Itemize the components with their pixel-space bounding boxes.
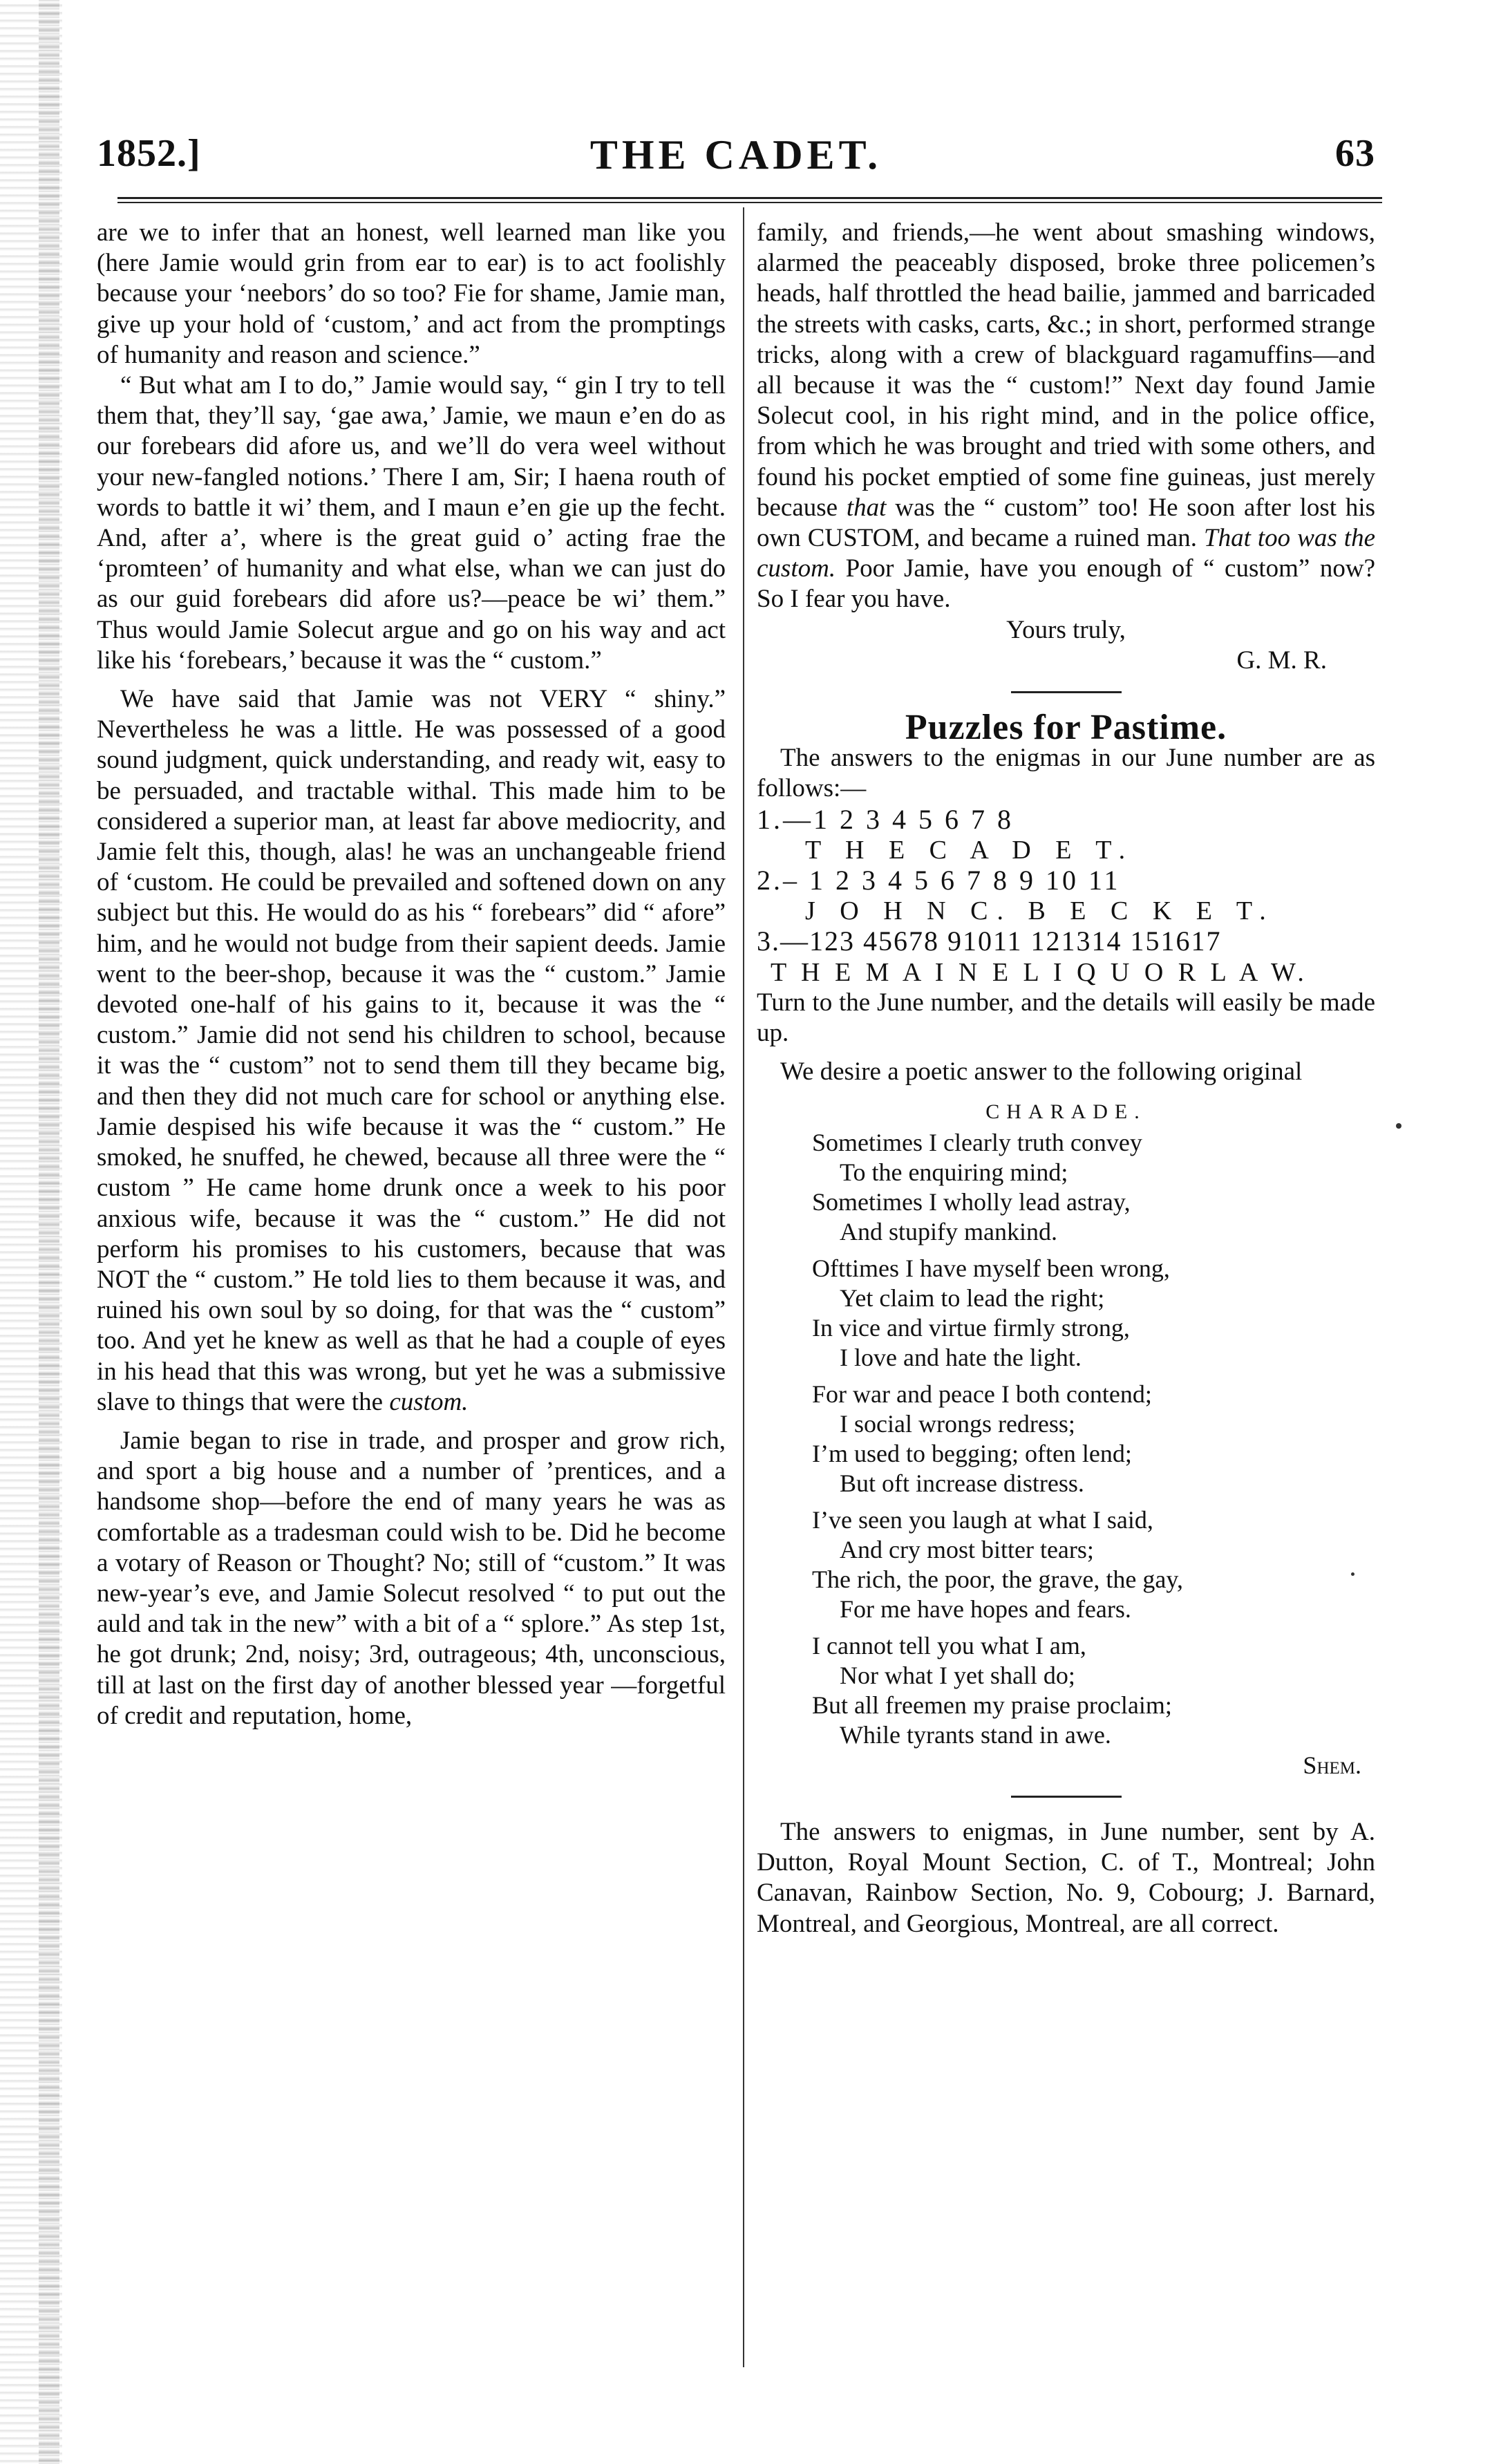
- column-divider: [743, 207, 744, 2367]
- poem-line: The rich, the poor, the grave, the gay,: [812, 1565, 1184, 1593]
- poem-stanza-5: [812, 1631, 1375, 1750]
- poem-stanza-3: [812, 1380, 1375, 1498]
- answer-2-name: J O H N C. B E C K E T.: [805, 896, 1275, 926]
- left-paragraph-3-italic: custom.: [389, 1387, 469, 1416]
- section-rule: [1011, 691, 1122, 693]
- poem-line: I’ve seen you laugh at what I said,: [812, 1505, 1153, 1534]
- right-paragraph-1: [757, 218, 1375, 615]
- charade-title: CHARADE.: [985, 1100, 1146, 1124]
- poem-stanza-2: [812, 1254, 1375, 1373]
- poem-line: Sometimes I wholly lead astray,: [812, 1187, 1131, 1216]
- letter-signature: G. M. R.: [1236, 646, 1327, 675]
- charade-poem: [757, 1128, 1375, 1750]
- poem-line: Nor what I yet shall do;: [840, 1661, 1075, 1689]
- left-paragraph-2: “ But what am I to do,” Jamie would say, “ gin I try to tell them that, they’ll say, ‘gae awa,’ Jamie, we maun e’en do as our forebears did afore us, and we’ll do vera weel without your new-fangled notions.’ There I am, Sir; I haena routh of words to battle it wi’ them, and I maun e’en gie up the fecht. And, after a’, where is the great guid o’ acting frae the ‘promteen’ of humanity and what else, whan we can just do as our guid forebears did afore us?—peace be wi’ them.” Thus would Jamie Solecut argue and go on his way and act like his ‘forebears,’ because it was the “ custom.”: [97, 371, 726, 675]
- closing-rule: [1011, 1796, 1122, 1798]
- poem-line: And cry most bitter tears;: [840, 1535, 1094, 1563]
- puzzles-heading: Puzzles for Pastime.: [905, 708, 1227, 748]
- poem-line: I love and hate the light.: [840, 1343, 1082, 1371]
- poem-stanza-4: [812, 1505, 1375, 1624]
- poem-line: For war and peace I both contend;: [812, 1380, 1152, 1408]
- header-year: 1852.]: [97, 132, 201, 175]
- print-speck: [1396, 1123, 1401, 1129]
- closing-paragraph: The answers to enigmas, in June number, sent by A. Dutton, Royal Mount Section, C. of T., Montreal; John Canavan, Rainbow Section, No. 9, Cobourg; J. Barnard, Montreal, and Georgious, Montreal, are all correct.: [757, 1817, 1375, 1938]
- header-rule: [117, 197, 1382, 203]
- left-paragraph-4: Jamie began to rise in trade, and prosper and grow rich, and sport a big house and a number of ’prentices, and a handsome shop—before the end of many years he was as comfortable as a tradesman could wish to be. Did he become a votary of Reason or Thought? No; still of “custom.” It was new-year’s eve, and Jamie Solecut resolved “ to put out the auld and tak in the new” with a bit of a “ splore.” As step 1st, he got drunk; 2nd, noisy; 3rd, outrageous; 4th, unconscious, till at last on the first day of another blessed year —forgetful of credit and reputation, home,: [97, 1426, 726, 1730]
- right-paragraph-1-italic: That too was the custom.: [757, 524, 1376, 583]
- left-paragraph-3-text: We have said that Jamie was not VERY “ shiny.” Nevertheless he was a little. He was possessed of a good sound judgment, quick understanding, and ready wit, easy to be persuaded, and tractable withal. This made him to be considered a superior man, at least far above mediocrity, and Jamie felt this, though, alas! he was an unchangeable friend of ‘custom. He could be prevailed and softened down on any subject but this. He would do as his “ forebears” did “ afore” him, and he would not budge from their sapient deeds. Jamie went to the beer-shop, because it was the “ custom.” Jamie devoted one-half of his gains to it, because it was the “ custom.” Jamie did not send his children to school, because it was the “ custom” not to send them till they became big, and then they did not much care for school or anything else. Jamie despised his wife because it was the “ custom.” He smoked, he snuffed, he chewed, because all three were the “ custom ” He came home drunk once a week to his poor anxious wife, because it was the “ custom.” He did not perform his promises to his customers, because that was NOT the “ custom.” He told lies to them because it was, and ruined his own soul by so doing, for that was the “ custom” too. And yet he knew as well as that he had a couple of eyes in his head that this was wrong, but yet he was a submissive slave to things that were the: [97, 685, 726, 1416]
- poem-line: Yet claim to lead the right;: [840, 1283, 1105, 1312]
- poetic-request: We desire a poetic answer to the following original: [780, 1057, 1303, 1087]
- page-binding-shadow: [39, 0, 59, 2464]
- turn-note: Turn to the June number, and the details will easily be made up.: [757, 988, 1375, 1048]
- poem-line: And stupify mankind.: [840, 1217, 1057, 1245]
- poem-line: In vice and virtue firmly strong,: [812, 1313, 1130, 1342]
- poem-line: I cannot tell you what I am,: [812, 1631, 1086, 1659]
- right-paragraph-1b: was the “ custom” too! He soon after lost his own CUSTOM, and became a ruined man.: [757, 493, 1376, 553]
- print-speck: [1351, 1572, 1354, 1576]
- answers-intro: The answers to the enigmas in our June number are as follows:—: [757, 744, 1375, 803]
- poem-stanza-1: [812, 1128, 1375, 1247]
- poem-line: For me have hopes and fears.: [840, 1595, 1131, 1623]
- poem-author: Shem.: [1303, 1751, 1361, 1779]
- poem-line: But oft increase distress.: [840, 1469, 1084, 1497]
- letter-signoff: Yours truly,: [1006, 615, 1126, 644]
- poem-line: Sometimes I clearly truth convey: [812, 1128, 1142, 1156]
- poem-line: I’m used to begging; often lend;: [812, 1439, 1132, 1467]
- page-header: [97, 117, 1375, 187]
- poem-line: But all freemen my praise proclaim;: [812, 1691, 1172, 1719]
- header-title: THE CADET.: [589, 132, 882, 178]
- answer-1-name: T H E C A D E T.: [805, 835, 1135, 865]
- right-column: [757, 218, 1375, 1939]
- left-column: [97, 218, 726, 1731]
- left-paragraph-1: are we to infer that an honest, well learned man like you (here Jamie would grin from ear to ear) is to act foolishly because your ‘neebors’ do so too? Fie for shame, Jamie man, give up your hold of ‘custom,’ and act from the promptings of humanity and reason and science.”: [97, 218, 726, 369]
- poem-line: Ofttimes I have myself been wrong,: [812, 1254, 1170, 1282]
- right-paragraph-1a: family, and friends,—he went about smashing windows, alarmed the peaceably disposed, broke three policemen’s heads, half throttled the head bailie, jammed and barricaded the streets with casks, carts, &c.; in short, performed strange tricks, along with a crew of blackguard ragamuffins—and all because it was the “ custom!” Next day found Jamie Solecut cool, in his right mind, and in the police office, from which he was brought and tried with some others, and found his pocket emptied of some fine guineas, just merely because: [757, 218, 1375, 522]
- header-page-number: 63: [1335, 132, 1375, 175]
- answer-2-numbers: 2.– 1 2 3 4 5 6 7 8 9 10 11: [757, 865, 1121, 896]
- answer-3-numbers: 3.—123 45678 91011 121314 151617: [757, 925, 1222, 957]
- answer-1-numbers: 1.—1 2 3 4 5 6 7 8: [757, 803, 1014, 835]
- left-paragraph-3: [97, 684, 726, 1418]
- answer-3-name: T H E M A I N E L I Q U O R L A W.: [771, 957, 1308, 987]
- poem-line: To the enquiring mind;: [840, 1158, 1068, 1186]
- right-paragraph-1c: Poor Jamie, have you enough of “ custom” now? So I fear you have.: [757, 554, 1375, 614]
- poem-line: I social wrongs redress;: [840, 1409, 1075, 1438]
- poem-line: While tyrants stand in awe.: [840, 1720, 1111, 1749]
- right-paragraph-1-that: that: [846, 493, 887, 522]
